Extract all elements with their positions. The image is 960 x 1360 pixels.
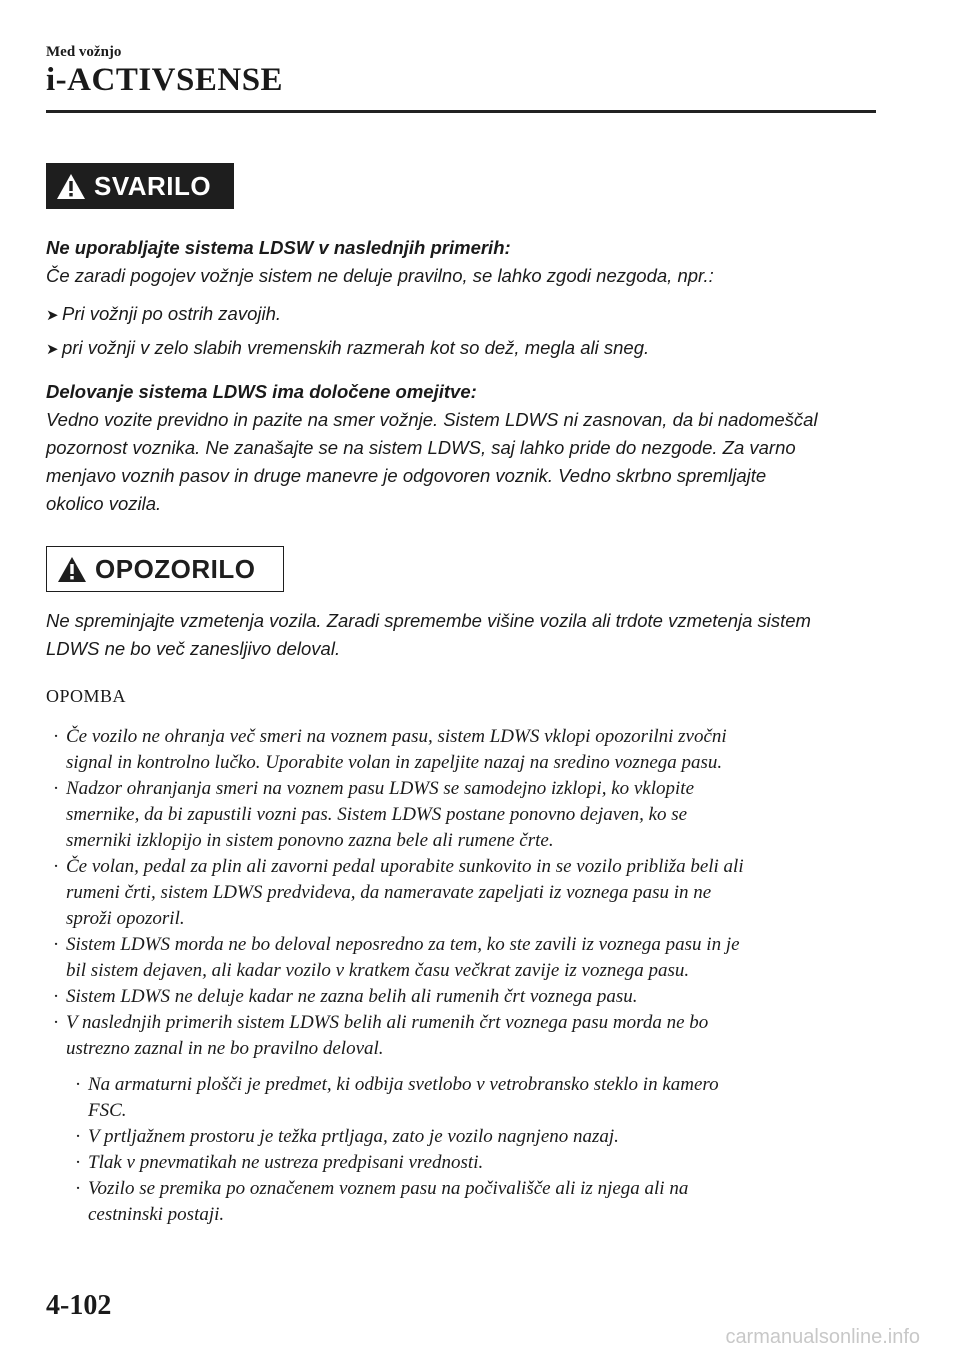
caution-label-box (46, 546, 284, 592)
warning-para-line: pozornost voznika. Ne zanašajte se na sistem LDWS, saj lahko pride do nezgode. Za varno (46, 437, 796, 458)
warning-triangle-icon (56, 173, 86, 200)
note-subitem: · V prtljažnem prostoru je težka prtljaga, zato je vozilo nagnjeno nazaj. (68, 1124, 886, 1150)
warning-heading-2: Delovanje sistema LDWS ima določene omejitve: (46, 381, 477, 402)
warning-block-1 (46, 234, 886, 364)
note-subitem: · Vozilo se premika po označenem voznem pasu na počivališče ali iz njega ali na cestninski postaji. (68, 1176, 886, 1228)
note-item: · Če vozilo ne ohranja več smeri na voznem pasu, sistem LDWS vklopi opozorilni zvočni signal in kontrolno lučko. Uporabite volan in zapeljite nazaj na sredino voznega pasu. (46, 724, 886, 776)
note-item: · Če volan, pedal za plin ali zavorni pedal uporabite sunkovito in se vozilo približa beli ali rumeni črti, sistem LDWS predvideva, da nameravate zapeljati iz voznega pasu in ne sproži opozoril. (46, 854, 886, 932)
warning-para-line: okolico vozila. (46, 493, 162, 514)
bullet-dot-icon: · (74, 1178, 82, 1199)
section-label: Med vožnjo (46, 44, 122, 60)
warning-list-item: ➤ Pri vožnji po ostrih zavojih. (46, 300, 886, 330)
bullet-dot-icon: · (52, 726, 60, 747)
note-subitem: · Tlak v pnevmatikah ne ustreza predpisani vrednosti. (68, 1150, 886, 1176)
arrow-bullet-icon: ➤ (46, 307, 59, 324)
warning-para-line: menjavo voznih pasov in druge manevre je odgovoren voznik. Vedno skrbno spremljajte (46, 465, 767, 486)
header-divider (46, 110, 876, 113)
note-list (46, 724, 886, 1228)
caution-label: OPOZORILO (95, 553, 256, 584)
warning-block-2 (46, 378, 886, 518)
note-sublist (68, 1072, 886, 1228)
page-number: 4-102 (46, 1290, 112, 1321)
arrow-bullet-icon: ➤ (46, 341, 59, 358)
note-item: · Sistem LDWS ne deluje kadar ne zazna belih ali rumenih črt voznega pasu. (46, 984, 886, 1010)
bullet-dot-icon: · (52, 778, 60, 799)
note-subitem: · Na armaturni plošči je predmet, ki odbija svetlobo v vetrobransko steklo in kamero FSC. (68, 1072, 886, 1124)
bullet-dot-icon: · (52, 1012, 60, 1033)
note-item: · Sistem LDWS morda ne bo deloval neposredno za tem, ko ste zavili iz voznega pasu in je bil sistem dejaven, ali kadar vozilo v kratkem času večkrat zavije iz voznega pasu. (46, 932, 886, 984)
warning-list-item: ➤ pri vožnji v zelo slabih vremenskih razmerah kot so dež, megla ali sneg. (46, 334, 886, 364)
bullet-dot-icon: · (52, 986, 60, 1007)
caution-text: Ne spreminjajte vzmetenja vozila. Zaradi spremembe višine vozila ali trdote vzmetenja sistem LDWS ne bo več zanesljivo deloval. (46, 610, 811, 659)
note-item: · Nadzor ohranjanja smeri na voznem pasu LDWS se samodejno izklopi, ko vklopite smernike, da bi zapustili vozni pas. Sistem LDWS postane ponovno dejaven, ko se smerniki izklopijo in sistem ponovno zazna bele ali rumene črte. (46, 776, 886, 854)
watermark: carmanualsonline.info (725, 1326, 920, 1348)
warning-label-box (46, 163, 234, 209)
warning-label: SVARILO (94, 170, 212, 201)
warning-para-line: Vedno vozite previdno in pazite na smer vožnje. Sistem LDWS ni zasnovan, da bi nadomeščal (46, 409, 818, 430)
bullet-dot-icon: · (74, 1074, 82, 1095)
warning-intro: Če zaradi pogojev vožnje sistem ne deluje pravilno, se lahko zgodi nezgoda, npr.: (46, 265, 714, 286)
warning-triangle-icon (57, 556, 87, 583)
bullet-dot-icon: · (74, 1152, 82, 1173)
warning-heading-1: Ne uporabljajte sistema LDSW v naslednjih primerih: (46, 237, 511, 258)
bullet-dot-icon: · (74, 1126, 82, 1147)
bullet-dot-icon: · (52, 934, 60, 955)
note-item: · V naslednjih primerih sistem LDWS belih ali rumenih črt voznega pasu morda ne bo ustrezno zaznal in ne bo pravilno deloval. (46, 1010, 886, 1062)
chapter-title: i-ACTIVSENSE (46, 62, 284, 98)
note-title: OPOMBA (46, 686, 127, 706)
bullet-dot-icon: · (52, 856, 60, 877)
